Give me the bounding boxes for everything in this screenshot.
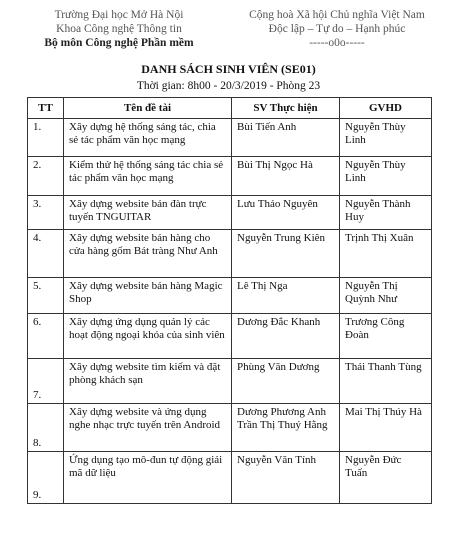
row-number: 5. [28, 278, 64, 314]
advisor-cell: Nguyễn Thùy Linh [340, 157, 432, 196]
header-student: SV Thực hiện [232, 98, 340, 119]
topic-cell: Xây dựng ứng dụng quản lý các hoạt động ngoại khóa của sinh viên [64, 314, 232, 359]
advisor-cell: Trịnh Thị Xuân [340, 230, 432, 278]
advisor-cell: Trương Công Đoàn [340, 314, 432, 359]
row-number: 6. [28, 314, 64, 359]
national-motto: Độc lập – Tự do – Hạnh phúc [268, 23, 406, 35]
row-number: 9. [28, 452, 64, 504]
topic-cell: Ứng dụng tạo mô-đun tự động giải mã dữ liệu [64, 452, 232, 504]
advisor-cell: Nguyễn Đức Tuấn [340, 452, 432, 504]
student-table [27, 97, 432, 504]
university-name: Trường Đại học Mở Hà Nội [54, 9, 184, 21]
department-name: Bộ môn Công nghệ Phần mềm [44, 37, 194, 49]
topic-cell: Xây dựng website tìm kiếm và đặt phòng khách sạn [64, 359, 232, 404]
nation-name: Cộng hoà Xã hội Chủ nghĩa Việt Nam [249, 9, 425, 21]
row-number: 2. [28, 157, 64, 196]
advisor-cell: Mai Thị Thúy Hà [340, 404, 432, 452]
advisor-cell: Nguyễn Thị Quỳnh Như [340, 278, 432, 314]
topic-cell: Kiểm thử hệ thống sáng tác chia sẻ tác phẩm văn học mạng [64, 157, 232, 196]
student-cell: Lê Thị Nga [232, 278, 340, 314]
header-tt: TT [28, 98, 64, 119]
table-row [28, 230, 432, 278]
row-number: 8. [28, 404, 64, 452]
topic-cell: Xây dựng website bán hàng cho cửa hàng gốm Bát tràng Như Anh [64, 230, 232, 278]
student-cell: Nguyễn Trung Kiên [232, 230, 340, 278]
student-cell: Dương Đắc Khanh [232, 314, 340, 359]
national-header [222, 8, 452, 50]
advisor-cell: Thái Thanh Tùng [340, 359, 432, 404]
row-number: 3. [28, 196, 64, 230]
header-separator: -----o0o----- [309, 37, 365, 49]
document-subtitle: Thời gian: 8h00 - 20/3/2019 - Phòng 23 [136, 80, 321, 92]
advisor-cell: Nguyễn Thùy Linh [340, 119, 432, 157]
student-cell: Dương Phương Anh Trần Thị Thuý Hằng [232, 404, 340, 452]
row-number: 7. [28, 359, 64, 404]
table-row [28, 314, 432, 359]
advisor-cell: Nguyễn Thành Huy [340, 196, 432, 230]
table-row [28, 452, 432, 504]
row-number: 4. [28, 230, 64, 278]
table-header-row [28, 98, 432, 119]
student-cell: Lưu Thảo Nguyên [232, 196, 340, 230]
topic-cell: Xây dựng website bán hàng Magic Shop [64, 278, 232, 314]
faculty-name: Khoa Công nghệ Thông tin [56, 23, 182, 35]
student-cell: Bùi Tiến Anh [232, 119, 340, 157]
student-cell: Phùng Văn Dương [232, 359, 340, 404]
table-row [28, 359, 432, 404]
table-row [28, 119, 432, 157]
table-row [28, 278, 432, 314]
document-title: DANH SÁCH SINH VIÊN (SE01) [141, 62, 316, 76]
table-row [28, 404, 432, 452]
table-row [28, 157, 432, 196]
header-topic: Tên đề tài [64, 98, 232, 119]
student-cell: Bùi Thị Ngọc Hà [232, 157, 340, 196]
topic-cell: Xây dựng website bán đàn trực tuyến TNGUITAR [64, 196, 232, 230]
topic-cell: Xây dựng hệ thống sáng tác, chia sẻ tác phẩm văn học mạng [64, 119, 232, 157]
header-advisor: GVHD [340, 98, 432, 119]
student-cell: Nguyễn Văn Tính [232, 452, 340, 504]
row-number: 1. [28, 119, 64, 157]
topic-cell: Xây dựng website và ứng dụng nghe nhạc trực tuyến trên Android [64, 404, 232, 452]
table-row [28, 196, 432, 230]
institution-header [24, 8, 214, 50]
